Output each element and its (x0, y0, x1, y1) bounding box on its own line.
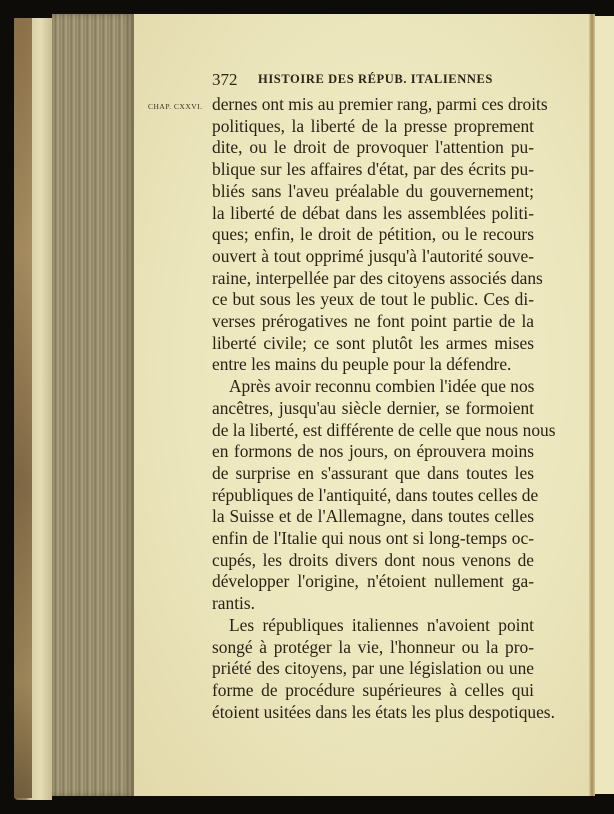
text-line: forme de procédure supérieures à celles qui (212, 679, 534, 700)
text-line: enfin de l'Italie qui nous ont si long-temps oc- (212, 528, 534, 549)
text-line: priété des citoyens, par une législation ou une (212, 658, 534, 679)
text-line: entre les mains du peuple pour la défendre. (212, 354, 512, 375)
text-line: liberté civile; ce sont plutôt les armes mises (212, 332, 534, 353)
text-line: politiques, la liberté de la presse proprement (212, 115, 534, 136)
text-line: la liberté de débat dans les assemblées politi- (212, 202, 534, 223)
text-line: bliés sans l'aveu préalable du gouvernement; (212, 180, 534, 201)
book-binding (14, 18, 32, 798)
text-line: de surprise en s'assurant que dans toutes les (212, 462, 534, 483)
text-line: la Suisse et de l'Allemagne, dans toutes celles (212, 506, 534, 527)
page-number: 372 (212, 70, 238, 89)
text-line: raine, interpellée par des citoyens associés dans (212, 267, 543, 288)
chapter-marker: CHAP. CXXVI. (148, 102, 203, 111)
text-line: blique sur les affaires d'état, par des écrits pu- (212, 159, 534, 180)
text-line: ques; enfin, le droit de pétition, ou le recours (212, 224, 534, 245)
running-title: HISTOIRE DES RÉPUB. ITALIENNES (258, 72, 493, 86)
text-line: développer l'origine, n'étoient nullement ga- (212, 571, 534, 592)
text-line: étoient usitées dans les états les plus despotiques. (212, 701, 555, 722)
body-text (212, 94, 556, 723)
text-line: dernes ont mis au premier rang, parmi ces droits (212, 94, 548, 114)
text-line: Après avoir reconnu combien l'idée que nos (229, 376, 535, 397)
text-line: ouvert à tout opprimé jusqu'à l'autorité souve- (212, 245, 534, 266)
text-line: Les républiques italiennes n'avoient point (229, 614, 534, 635)
page-edges-stack (52, 14, 134, 796)
facing-page-edge (595, 16, 614, 794)
text-line: dite, ou le droit de provoquer l'attention pu- (212, 137, 534, 158)
text-line: de la liberté, est différente de celle que nous nous (212, 419, 556, 440)
text-line: ancêtres, jusqu'au siècle dernier, se formoient (212, 397, 534, 418)
text-line: ce but sous les yeux de tout le public. Ces di- (212, 289, 534, 310)
text-line: verses prérogatives ne font point partie de la (212, 311, 534, 332)
text-line: songé à protéger la vie, l'honneur ou la pro- (212, 636, 534, 657)
text-line: cupés, les droits divers dont nous venons de (212, 549, 534, 570)
text-line: républiques de l'antiquité, dans toutes celles de (212, 484, 539, 505)
text-line: en formons de nos jours, on éprouvera moins (212, 441, 534, 462)
text-line: rantis. (212, 593, 255, 614)
